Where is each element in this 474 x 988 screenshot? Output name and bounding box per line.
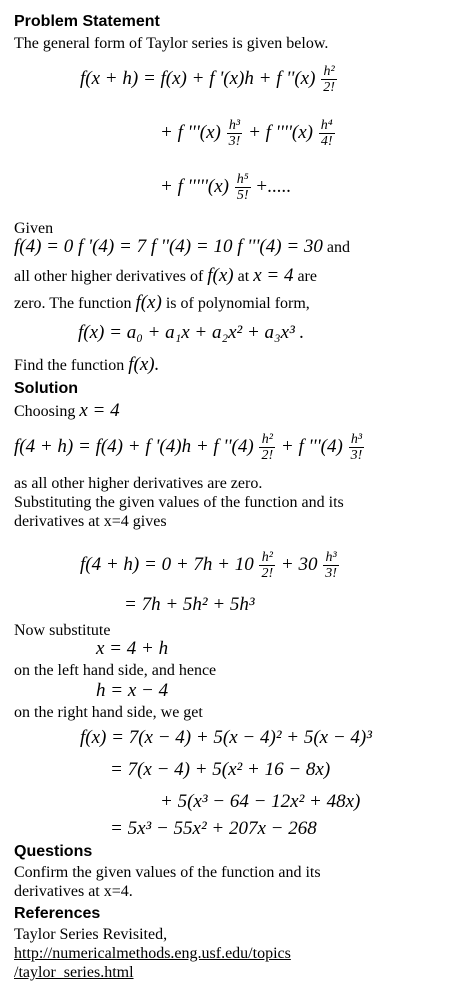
h-equals-x-minus-4: h = x − 4 — [96, 680, 169, 701]
x-equals-4-plus-h: x = 4 + h — [96, 638, 169, 659]
result-line-3: + 5(x³ − 64 − 12x² + 48x) — [160, 791, 361, 812]
fraction-h2-over-2fact: $\frac{\text{h²}}{2!}$ — [323, 64, 335, 95]
all-other-zero-line: as all other higher derivatives are zero. — [14, 475, 263, 492]
polynomial-equation: f(x) = a₀ + a₁x + a₂x² + a₃x³ . — [78, 322, 305, 343]
polynomial-form-line: zero. The function f(x) is of polynomial form, — [14, 292, 310, 313]
fraction-h5-over-5fact: $\frac{\text{h⁵}}{5!}$ — [236, 172, 249, 203]
fraction-h2-over-2fact: $\frac{\text{h²}}{2!}$ — [261, 432, 274, 463]
find-function-line: Find the function f(x). — [14, 354, 160, 375]
taylor-line-3: + f '''''(x) $\frac{\text{h⁵}}{5!}$ +..... — [160, 172, 291, 203]
substituted-line-2: = 7h + 5h² + 5h³ — [124, 594, 255, 615]
taylor-line-2: + f '''(x) $\frac{\text{h³}}{3!}$ + f ''''(x) $\frac{\text{h⁴}}{4!}$ — [160, 118, 333, 149]
higher-derivatives-line: all other higher derivatives of f(x) at x = 4 are — [14, 265, 317, 286]
intro-text: The general form of Taylor series is given below. — [14, 35, 329, 52]
left-hand-side-line: on the left hand side, and hence — [14, 662, 217, 679]
fraction-h3-over-3fact: $\frac{\text{h³}}{3!}$ — [325, 550, 337, 581]
heading-references: References — [14, 905, 101, 922]
given-label: Given — [14, 220, 54, 237]
substituting-line-2: derivatives at x=4 gives — [14, 513, 167, 530]
result-line-1: f(x) = 7(x − 4) + 5(x − 4)² + 5(x − 4)³ — [80, 727, 372, 748]
reference-title: Taylor Series Revisited, — [14, 926, 168, 943]
reference-link-line-2[interactable]: /taylor_series.html — [14, 964, 134, 981]
result-line-4: = 5x³ − 55x² + 207x − 268 — [110, 818, 317, 839]
heading-solution: Solution — [14, 380, 78, 397]
questions-line-1: Confirm the given values of the function and its — [14, 864, 321, 881]
substituting-line-1: Substituting the given values of the function and its — [14, 494, 344, 511]
fraction-h4-over-4fact: $\frac{\text{h⁴}}{4!}$ — [320, 118, 333, 149]
taylor-line-1: f(x + h) = f(x) + f '(x)h + f ''(x) $\frac{\text{h²}}{2!}$ — [80, 64, 335, 95]
heading-questions: Questions — [14, 843, 93, 860]
substituted-line-1: f(4 + h) = 0 + 7h + 10 $\frac{\text{h²}}{2!}$ + 30 $\frac{\text{h³}}{3!}$ — [80, 550, 337, 581]
fraction-h2-over-2fact: $\frac{\text{h²}}{2!}$ — [261, 550, 274, 581]
fraction-h3-over-3fact: $\frac{\text{h³}}{3!}$ — [350, 432, 363, 463]
questions-line-2: derivatives at x=4. — [14, 883, 133, 900]
now-substitute-line: Now substitute — [14, 622, 111, 639]
result-line-2: = 7(x − 4) + 5(x² + 16 − 8x) — [110, 759, 331, 780]
reference-link-line-1[interactable]: http://numericalmethods.eng.usf.edu/topics — [14, 945, 291, 962]
choosing-line: Choosing x = 4 — [14, 400, 120, 421]
given-values-line: f(4) = 0 f '(4) = 7 f ''(4) = 10 f '''(4) = 30 and — [14, 236, 351, 257]
heading-problem-statement: Problem Statement — [14, 13, 160, 30]
fraction-h3-over-3fact: $\frac{\text{h³}}{3!}$ — [228, 118, 241, 149]
right-hand-side-line: on the right hand side, we get — [14, 704, 203, 721]
solution-taylor-line: f(4 + h) = f(4) + f '(4)h + f ''(4) $\frac{\text{h²}}{2!}$ + f '''(4) $\frac{\text{h³}}{3!}$ — [14, 432, 363, 463]
